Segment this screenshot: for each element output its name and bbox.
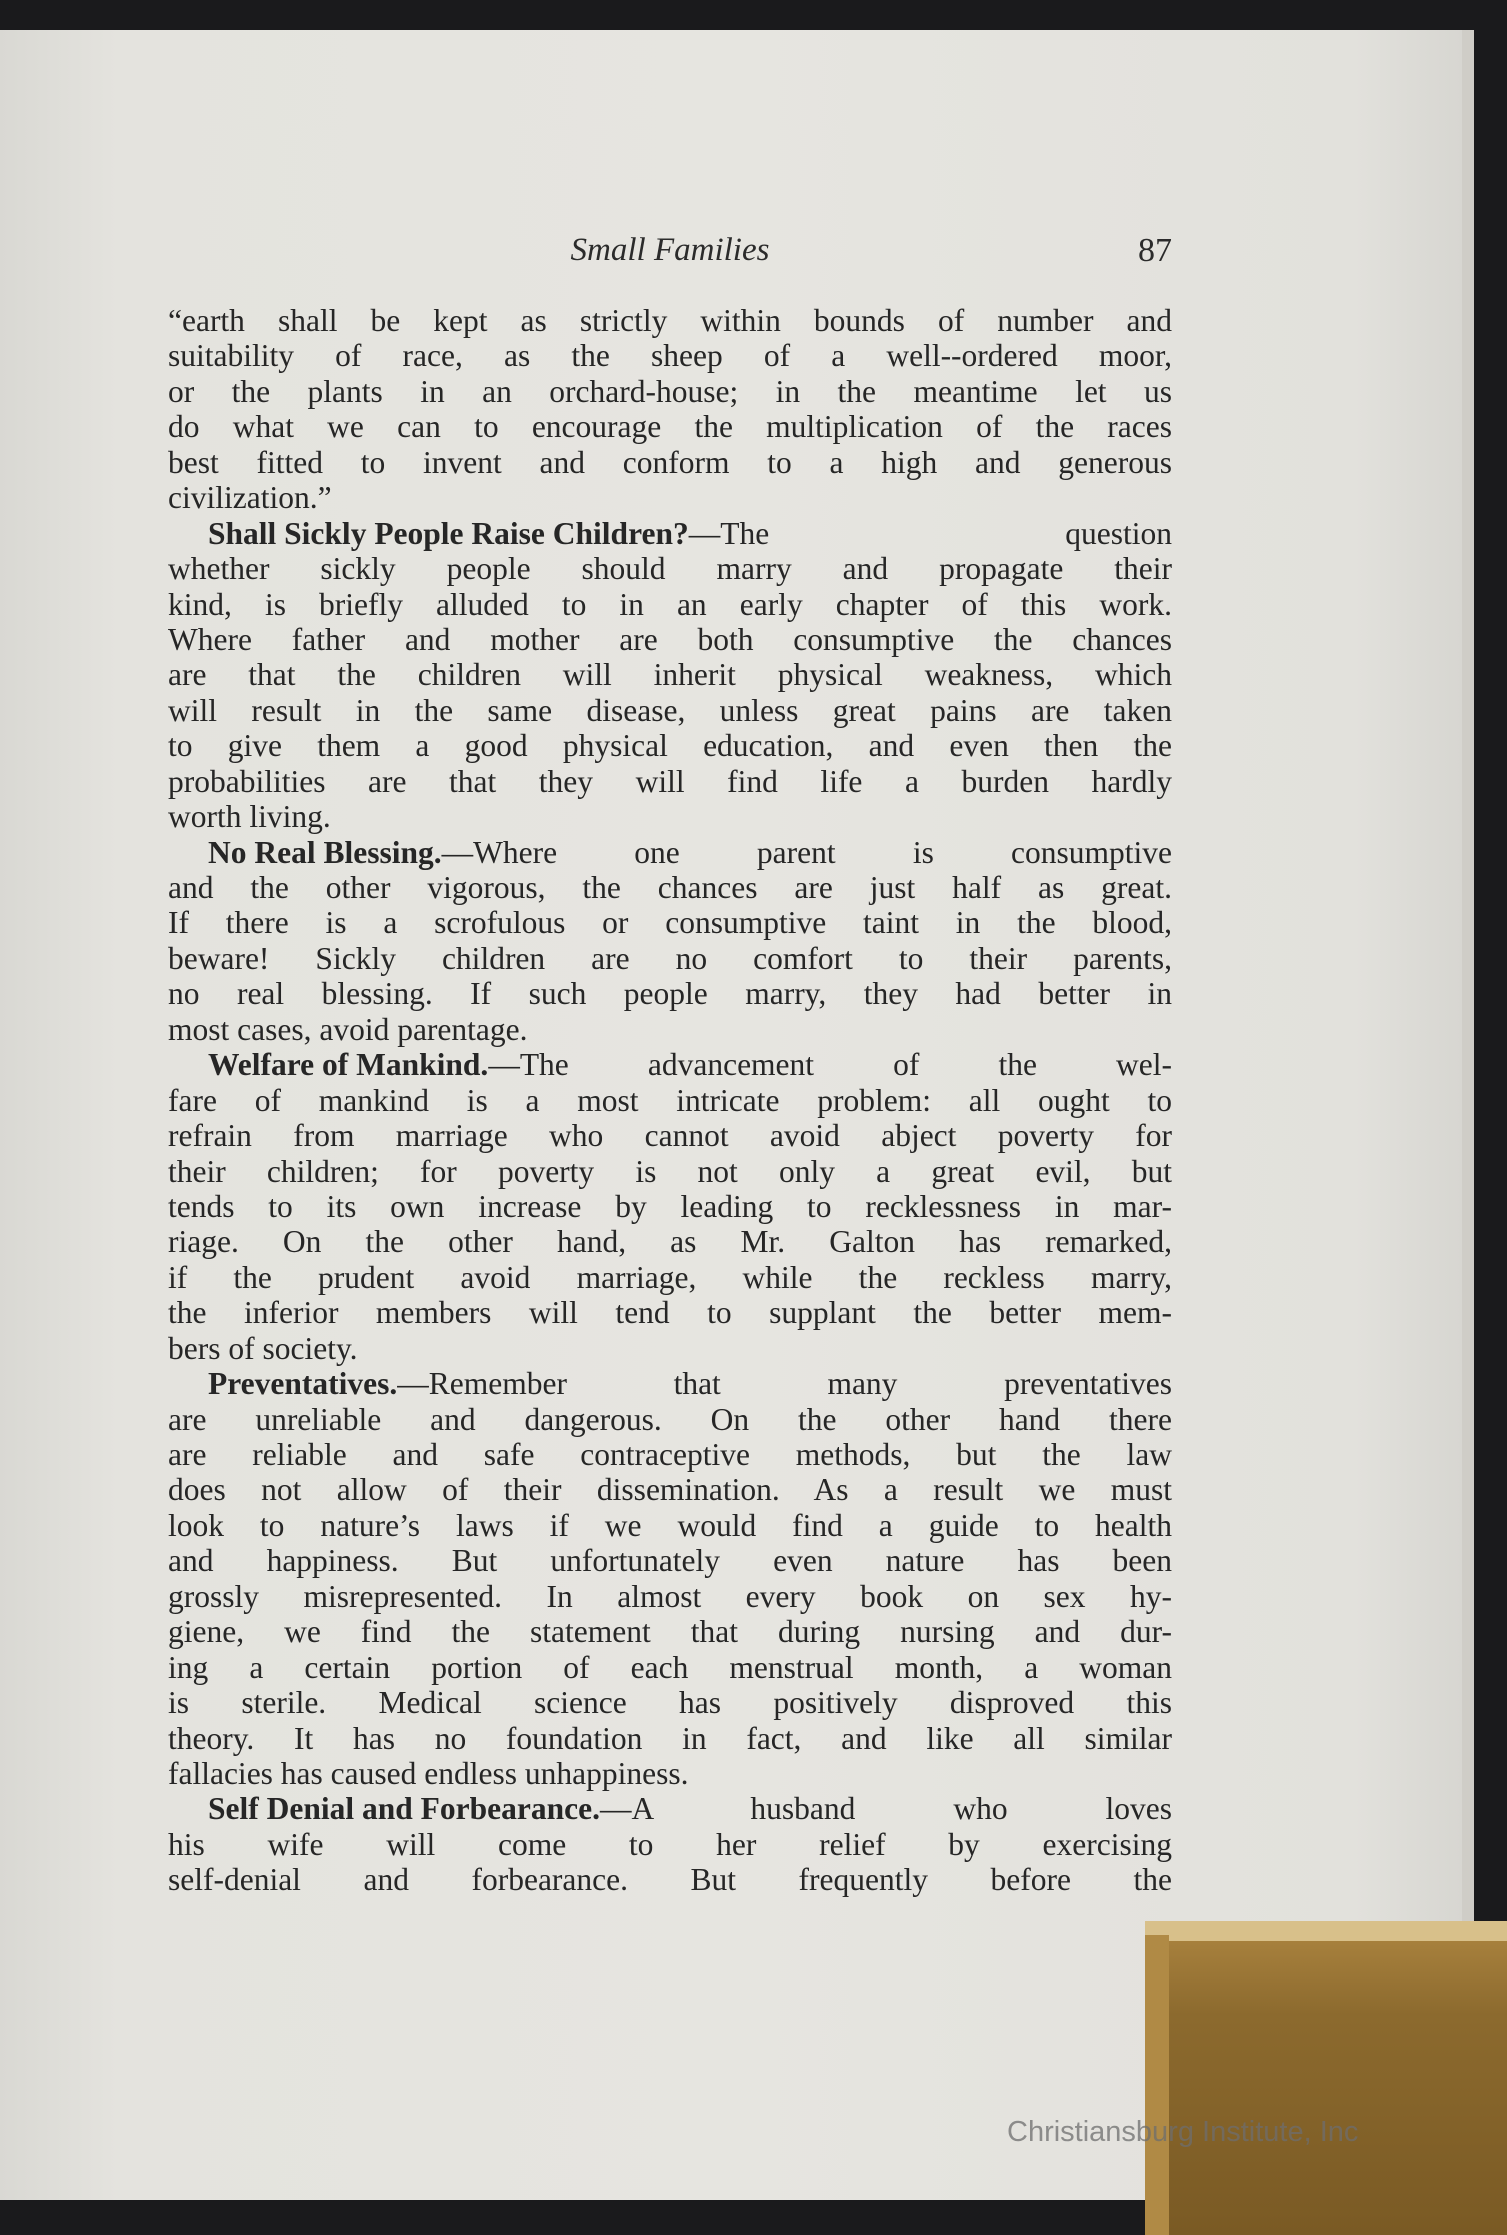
text-line — [168, 1118, 1172, 1153]
line-text: and happiness. But unfortunately even nature has been — [168, 1543, 1172, 1579]
text-line — [168, 1827, 1172, 1862]
text-line — [168, 870, 1172, 905]
line-text: or the plants in an orchard-house; in the meantime let us — [168, 373, 1172, 409]
section-heading: No Real Blessing. — [208, 834, 442, 870]
text-line — [168, 1260, 1172, 1295]
paragraph — [168, 1047, 1172, 1366]
page-edge — [1462, 30, 1474, 2200]
text-line — [168, 516, 1172, 551]
text-line — [168, 1721, 1172, 1756]
text-line — [168, 1154, 1172, 1189]
running-title: Small Families — [570, 232, 770, 268]
line-text: —Where one parent is consumptive — [441, 834, 1172, 870]
line-text: to give them a good physical education, and even then the — [168, 728, 1172, 764]
line-text: fallacies has caused endless unhappiness. — [168, 1755, 689, 1791]
line-text: fare of mankind is a most intricate problem: all ought to — [168, 1082, 1172, 1118]
text-line — [168, 1579, 1172, 1614]
line-text: and the other vigorous, the chances are just half as great. — [168, 870, 1172, 905]
line-text: whether sickly people should marry and propagate their — [168, 551, 1172, 587]
paragraph — [168, 516, 1172, 835]
text-line — [168, 728, 1172, 763]
text-line — [168, 1650, 1172, 1685]
text-line — [168, 1472, 1172, 1507]
line-text: refrain from marriage who cannot avoid abject poverty for — [168, 1118, 1172, 1154]
text-line — [168, 409, 1172, 444]
text-line — [168, 1614, 1172, 1649]
text-line — [168, 941, 1172, 976]
text-line — [168, 480, 1172, 515]
text-line — [168, 303, 1172, 338]
line-text: —Remember that many preventatives — [397, 1366, 1172, 1402]
line-text: the inferior members will tend to supplant the better mem- — [168, 1295, 1172, 1331]
text-line — [168, 1543, 1172, 1578]
text-line — [168, 622, 1172, 657]
text-line — [168, 1862, 1172, 1897]
line-text: will result in the same disease, unless great pains are taken — [168, 692, 1172, 728]
text-line — [168, 764, 1172, 799]
text-line — [168, 1756, 1172, 1791]
text-line — [168, 338, 1172, 373]
text-line — [168, 905, 1172, 940]
gold-box-side — [1145, 1935, 1169, 2235]
page-body — [168, 303, 1172, 1898]
paragraph — [168, 1791, 1172, 1897]
line-text: ing a certain portion of each menstrual month, a woman — [168, 1649, 1172, 1685]
line-text: bers of society. — [168, 1330, 358, 1366]
text-line — [168, 1189, 1172, 1224]
paragraph — [168, 1366, 1172, 1791]
text-line — [168, 799, 1172, 834]
text-line — [168, 551, 1172, 586]
watermark: Christiansburg Institute, Inc — [1007, 2116, 1359, 2148]
line-text: are unreliable and dangerous. On the other hand there — [168, 1401, 1172, 1437]
line-text: probabilities are that they will find life a burden hardly — [168, 763, 1172, 799]
page-number: 87 — [1138, 232, 1172, 269]
section-heading: Preventatives. — [208, 1366, 398, 1402]
paragraph — [168, 835, 1172, 1048]
gold-box-object — [1145, 1921, 1507, 2235]
line-text: do what we can to encourage the multiplication of the races — [168, 409, 1172, 445]
text-line — [168, 1012, 1172, 1047]
line-text: his wife will come to her relief by exercising — [168, 1826, 1172, 1862]
text-line — [168, 1331, 1172, 1366]
text-line — [168, 976, 1172, 1011]
line-text: if the prudent avoid marriage, while the reckless marry, — [168, 1259, 1172, 1295]
line-text: “earth shall be kept as strictly within bounds of number and — [168, 303, 1172, 338]
text-line — [168, 1047, 1172, 1082]
line-text: look to nature’s laws if we would find a guide to health — [168, 1507, 1172, 1543]
line-text: their children; for poverty is not only a great evil, but — [168, 1153, 1172, 1189]
text-line — [168, 1508, 1172, 1543]
line-text: are reliable and safe contraceptive methods, but the law — [168, 1437, 1172, 1472]
line-text: best fitted to invent and conform to a high and generous — [168, 444, 1172, 480]
line-text: civilization.” — [168, 480, 332, 516]
line-text: worth living. — [168, 799, 331, 835]
line-text: no real blessing. If such people marry, they had better in — [168, 976, 1172, 1012]
text-line — [168, 835, 1172, 870]
text-line — [168, 1402, 1172, 1437]
line-text: beware! Sickly children are no comfort to their parents, — [168, 940, 1172, 976]
line-text: is sterile. Medical science has positively disproved this — [168, 1685, 1172, 1721]
gold-box-top — [1145, 1921, 1507, 1941]
line-text: theory. It has no foundation in fact, and like all similar — [168, 1720, 1172, 1756]
text-line — [168, 657, 1172, 692]
text-line — [168, 1224, 1172, 1259]
line-text: riage. On the other hand, as Mr. Galton has remarked, — [168, 1224, 1172, 1260]
line-text: are that the children will inherit physical weakness, which — [168, 657, 1172, 693]
text-line — [168, 1791, 1172, 1826]
section-heading: Shall Sickly People Raise Children? — [208, 515, 689, 551]
line-text: giene, we find the statement that during nursing and dur- — [168, 1614, 1172, 1650]
line-text: self-denial and forbearance. But frequently before the — [168, 1862, 1172, 1898]
text-line — [168, 1685, 1172, 1720]
section-heading: Self Denial and Forbearance. — [208, 1791, 600, 1827]
line-text: does not allow of their dissemination. As a result we must — [168, 1472, 1172, 1508]
text-line — [168, 374, 1172, 409]
text-line — [168, 693, 1172, 728]
line-text: suitability of race, as the sheep of a well--ordered moor, — [168, 338, 1172, 374]
line-text: most cases, avoid parentage. — [168, 1011, 528, 1047]
text-line — [168, 587, 1172, 622]
line-text: grossly misrepresented. In almost every book on sex hy- — [168, 1578, 1172, 1614]
line-text: kind, is briefly alluded to in an early chapter of this work. — [168, 586, 1172, 622]
page-header — [168, 232, 1172, 272]
paragraph — [168, 303, 1172, 516]
line-text: —The advancement of the wel- — [488, 1047, 1172, 1083]
line-text: —The question — [688, 515, 1172, 551]
line-text: tends to its own increase by leading to recklessness in mar- — [168, 1188, 1172, 1224]
text-line — [168, 1083, 1172, 1118]
text-line — [168, 1295, 1172, 1330]
line-text: —A husband who loves — [599, 1791, 1172, 1827]
text-line — [168, 1366, 1172, 1401]
section-heading: Welfare of Mankind. — [208, 1047, 489, 1083]
line-text: Where father and mother are both consumptive the chances — [168, 621, 1172, 657]
text-line — [168, 445, 1172, 480]
line-text: If there is a scrofulous or consumptive taint in the blood, — [168, 905, 1172, 941]
text-line — [168, 1437, 1172, 1472]
